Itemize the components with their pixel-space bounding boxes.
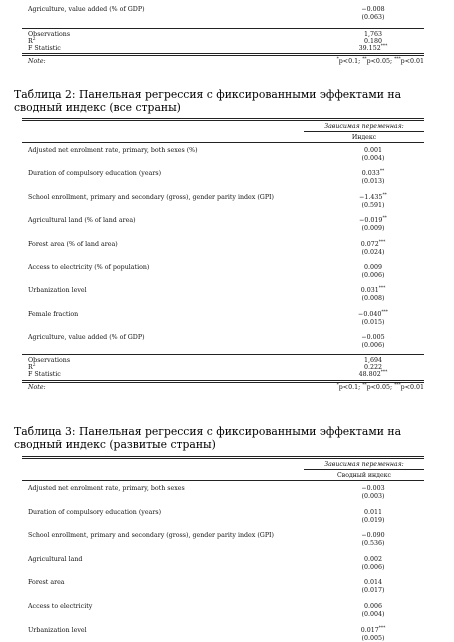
std-error: (0.024) xyxy=(361,249,385,256)
row-label: Forest area xyxy=(28,579,65,586)
stat-value: 1,694 xyxy=(363,357,383,364)
stat-value: 39.152*** xyxy=(358,43,388,52)
row-label: Agriculture, value added (% of GDP) xyxy=(28,6,145,13)
coef-value: −0.040*** xyxy=(358,309,388,318)
note-text: *p<0.1; **p<0.05; ***p<0.01 xyxy=(336,382,424,391)
std-error: (0.004) xyxy=(361,611,385,618)
note-text: *p<0.1; **p<0.05; ***p<0.01 xyxy=(336,56,424,65)
dependent-variable-label: Зависимая переменная: xyxy=(324,123,404,130)
std-error: (0.006) xyxy=(361,342,385,349)
coef-value: 0.072*** xyxy=(360,239,386,248)
coef-value: −0.005 xyxy=(361,334,385,341)
table-rule xyxy=(22,53,424,56)
std-error: (0.063) xyxy=(361,14,385,21)
stat-label: $R^2$ xyxy=(28,36,36,45)
coef-value: 0.011 xyxy=(363,509,383,516)
column-header: Сводный индекс xyxy=(337,472,391,479)
column-rule xyxy=(304,131,424,132)
stat-value: 1,763 xyxy=(363,31,383,38)
row-label: Access to electricity (% of population) xyxy=(28,264,150,271)
table-title: Таблица 3: Панельная регрессия с фиксированными эффектами на сводный индекс (развитые страны) xyxy=(14,425,402,451)
row-label: Urbanization level xyxy=(28,627,87,634)
row-label: Duration of compulsory education (years) xyxy=(28,509,162,516)
stat-label: F Statistic xyxy=(28,45,61,52)
std-error: (0.006) xyxy=(361,272,385,279)
row-label: Agricultural land xyxy=(28,556,83,563)
std-error: (0.006) xyxy=(361,564,385,571)
table-rule xyxy=(22,480,424,481)
std-error: (0.019) xyxy=(361,517,385,524)
stat-label: Observations xyxy=(28,357,71,364)
table-rule xyxy=(22,28,424,29)
coef-value: −0.019** xyxy=(359,215,387,224)
coef-value: 0.017*** xyxy=(360,625,386,634)
row-label: School enrollment, primary and secondary (gross), gender parity index (GPI) xyxy=(28,194,275,201)
std-error: (0.003) xyxy=(361,493,385,500)
row-label: Adjusted net enrolment rate, primary, both sexes xyxy=(28,485,185,492)
row-label: Access to electricity xyxy=(28,603,93,610)
stat-value: 0.222 xyxy=(363,364,383,371)
note-label: Note: xyxy=(28,58,46,65)
row-label: Agricultural land (% of land area) xyxy=(28,217,136,224)
coef-value: 0.001 xyxy=(363,147,383,154)
std-error: (0.591) xyxy=(361,202,385,209)
coef-value: −0.090 xyxy=(361,532,385,539)
coef-value: 0.002 xyxy=(363,556,383,563)
row-label: Female fraction xyxy=(28,311,79,318)
row-label: School enrollment, primary and secondary (gross), gender parity index (GPI) xyxy=(28,532,275,539)
table-rule xyxy=(22,456,424,459)
column-rule xyxy=(304,469,424,470)
coef-value: −0.003 xyxy=(361,485,385,492)
std-error: (0.008) xyxy=(361,295,385,302)
stat-label: Observations xyxy=(28,31,71,38)
std-error: (0.009) xyxy=(361,225,385,232)
coef-value: −0.008 xyxy=(361,6,385,13)
row-label: Duration of compulsory education (years) xyxy=(28,170,162,177)
stat-label: F Statistic xyxy=(28,371,61,378)
row-label: Forest area (% of land area) xyxy=(28,241,118,248)
coef-value: 0.006 xyxy=(363,603,383,610)
std-error: (0.005) xyxy=(361,635,385,642)
note-label: Note: xyxy=(28,384,46,391)
coef-value: −1.435** xyxy=(359,192,387,201)
stat-value: 0.180 xyxy=(363,38,383,45)
coef-value: 0.014 xyxy=(363,579,383,586)
table-title: Таблица 2: Панельная регрессия с фиксированными эффектами на сводный индекс (все страны) xyxy=(14,88,402,114)
stat-value: 48.802*** xyxy=(358,369,388,378)
std-error: (0.013) xyxy=(361,178,385,185)
coef-value: 0.031*** xyxy=(360,285,386,294)
row-label: Agriculture, value added (% of GDP) xyxy=(28,334,145,341)
table-rule xyxy=(22,142,424,143)
coef-value: 0.033** xyxy=(361,168,385,177)
std-error: (0.536) xyxy=(361,540,385,547)
table-rule xyxy=(22,354,424,355)
std-error: (0.015) xyxy=(361,319,385,326)
row-label: Adjusted net enrolment rate, primary, both sexes (%) xyxy=(28,147,198,154)
std-error: (0.017) xyxy=(361,587,385,594)
table-rule xyxy=(22,118,424,121)
dependent-variable-label: Зависимая переменная: xyxy=(324,461,404,468)
coef-value: 0.009 xyxy=(363,264,383,271)
stat-label: $R^2$ xyxy=(28,362,36,371)
column-header: Индекс xyxy=(351,134,377,141)
std-error: (0.004) xyxy=(361,155,385,162)
row-label: Urbanization level xyxy=(28,287,87,294)
